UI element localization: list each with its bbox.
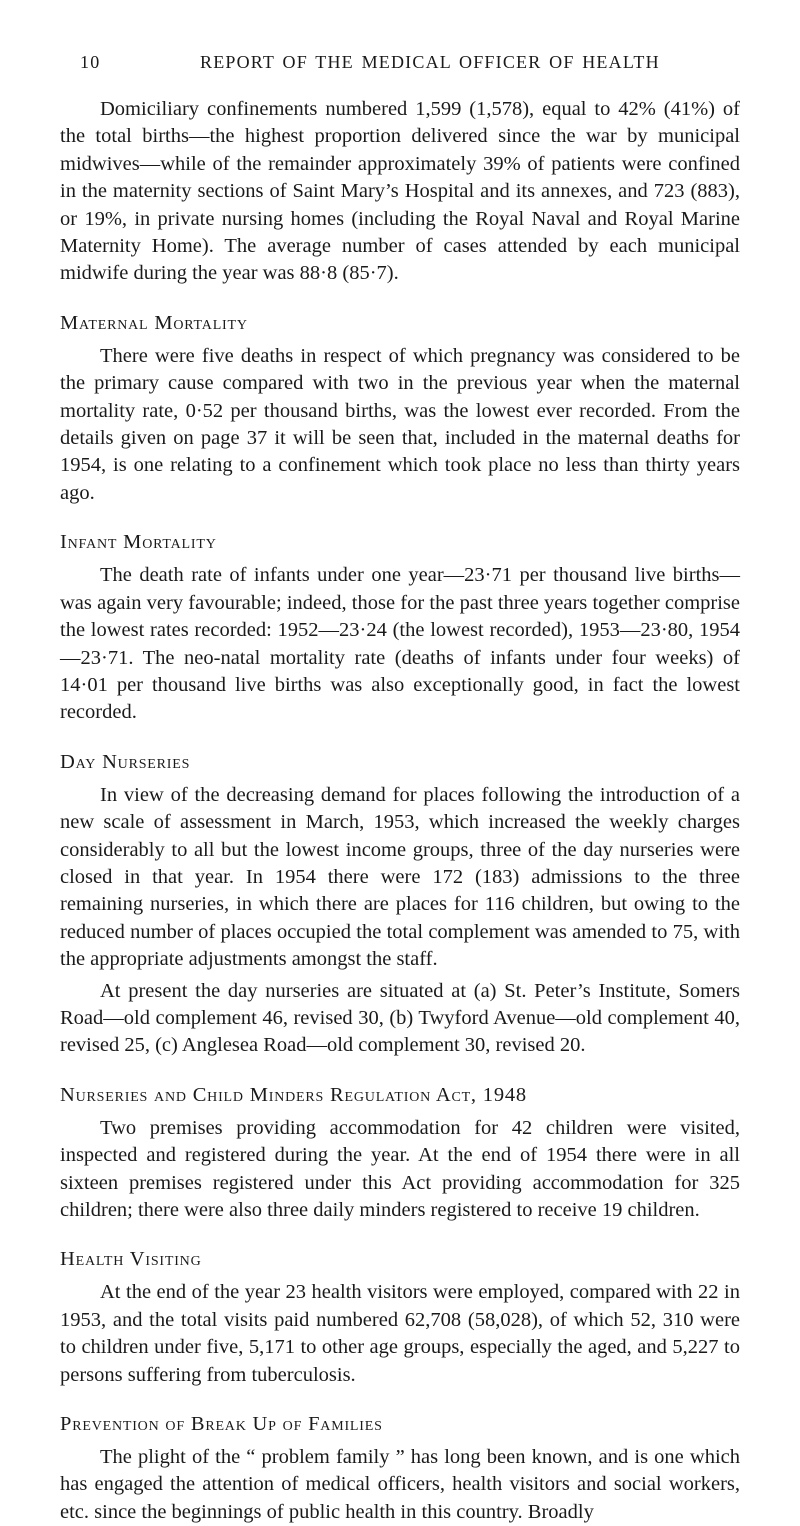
section-domiciliary-confinements [60, 96, 740, 288]
page-header [80, 52, 760, 82]
section-health-visiting [60, 1246, 740, 1389]
running-head: REPORT OF THE MEDICAL OFFICER OF HEALTH [200, 52, 660, 72]
section-heading: Maternal Mortality [60, 311, 248, 334]
paragraph: Domiciliary confinements numbered 1,599 (1,578), equal to 42% (41%) of the total births—the highest proportion delivered since the war by municipal midwives—while of the remainder approximately 39% of patients were confined in the maternity sections of Saint Mary’s Hospital and its annexes, and 723 (883), or 19%, in private nursing homes (including the Royal Naval and Royal Marine Maternity Home). The average number of cases attended by each municipal midwife during the year was 88·8 (85·7). [60, 98, 740, 285]
paragraph: At the end of the year 23 health visitors were employed, compared with 22 in 1953, and the total visits paid numbered 62,708 (58,028), of which 52, 310 were to children under five, 5,171 to other age groups, especially the aged, and 5,227 to persons suffering from tuberculosis. [60, 1281, 740, 1386]
paragraph: The plight of the “ problem family ” has long been known, and is one which has engaged the attention of medical officers, health visitors and social workers, etc. since the beginnings of public health in this country. Broadly [60, 1446, 740, 1523]
section-heading: Infant Mortality [60, 531, 217, 554]
section-nurseries-child-minders-act [60, 1082, 740, 1225]
paragraph: In view of the decreasing demand for places following the introduction of a new scale of assessment in March, 1953, which increased the weekly charges considerably to all but the lowest income groups, three of the day nurseries were closed in that year. In 1954 there were 172 (183) admissions to the three remaining nurseries, in which there are places for 116 children, but owing to the reduced number of places occupied the total complement was amended to 75, with the appropriate adjustments amongst the staff. [60, 783, 740, 971]
paragraph: There were five deaths in respect of which pregnancy was considered to be the primary cause compared with two in the previous year when the maternal mortality rate, 0·52 per thousand births, was the lowest ever recorded. From the details given on page 37 it will be seen that, included in the maternal deaths for 1954, is one relating to a confinement which took place no less than thirty years ago. [60, 344, 740, 504]
section-day-nurseries [60, 749, 740, 1060]
section-heading: Nurseries and Child Minders Regulation Act, 1948 [60, 1083, 527, 1106]
paragraph: At present the day nurseries are situated at (a) St. Peter’s Institute, Somers Road—old complement 46, revised 30, (b) Twyford Avenue—old complement 40, revised 25, (c) Anglesea Road—old complement 30, revised 20. [60, 979, 740, 1057]
section-heading: Day Nurseries [60, 750, 191, 773]
paragraph: Two premises providing accommodation for 42 children were visited, inspected and registered during the year. At the end of 1954 there were in all sixteen premises registered under this Act providing accommodation for 325 children; there were also three daily minders registered to receive 19 children. [60, 1116, 740, 1221]
section-prevention-break-up-families [60, 1411, 740, 1526]
page-body [60, 96, 740, 1526]
paragraph: The death rate of infants under one year—23·71 per thousand live births—was again very favourable; indeed, those for the past three years together comprise the lowest rates recorded: 1952—23·24 (the lowest recorded), 1953—23·80, 1954—23·71. The neo-natal mortality rate (deaths of infants under four weeks) of 14·01 per thousand live births was also exceptionally good, in fact the lowest recorded. [60, 564, 740, 724]
section-maternal-mortality [60, 310, 740, 507]
section-infant-mortality [60, 529, 740, 726]
page-number: 10 [80, 52, 101, 72]
section-heading: Health Visiting [60, 1248, 202, 1271]
section-heading: Prevention of Break Up of Families [60, 1413, 383, 1436]
